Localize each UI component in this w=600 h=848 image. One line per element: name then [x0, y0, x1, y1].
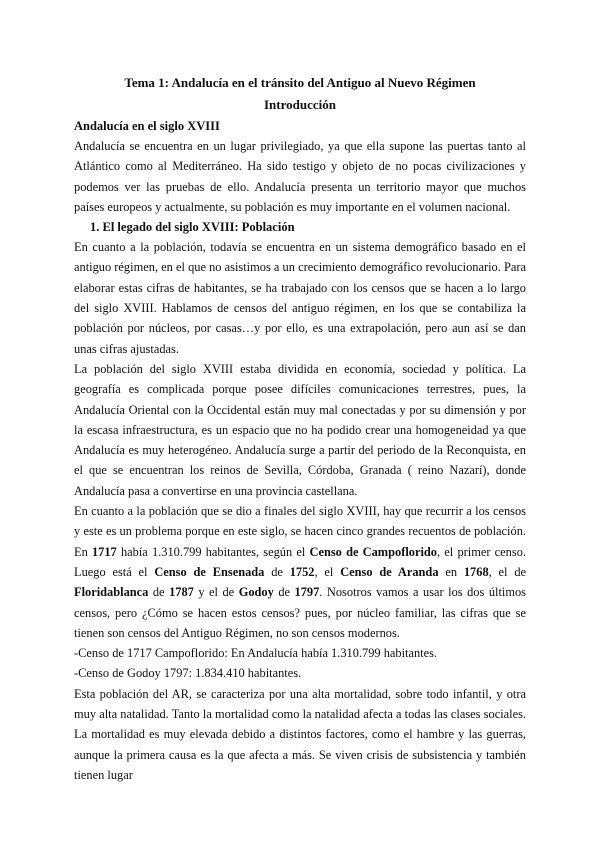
census-line-2: -Censo de Godoy 1797: 1.834.410 habitantes. [74, 666, 302, 681]
bold-year-1717: 1717 [91, 544, 117, 559]
bold-censo-ensenada: Censo de Ensenada [154, 564, 265, 579]
paragraph-1: En cuanto a la población, todavía se encuentra en un sistema demográfico basado en el antiguo régimen, en el que no asistimos a un crecimiento demográfico revolucionario. Para elaborar estas cifras de habitantes, se ha trabajado con los censos que se hacen a lo largo del siglo XVIII. Hablamos de censos del antiguo régimen, en los que se contabiliza la población por núcleos, por casas…y por ello, es una extrapolación, pero aun así se dan unas cifras ajustadas. [74, 240, 526, 356]
document-page [74, 72, 526, 785]
bold-censo-campoflorido: Censo de Campoflorido [309, 544, 438, 559]
paragraph-4: Esta población del AR, se caracteriza por una alta mortalidad, sobre todo infantil, y otra muy alta natalidad. Tanto la mortalidad como la natalidad afecta a todas las clases sociales. La mortalidad es muy elevada debido a distintos factores, como el hambre y las guerras, aunque la primera causa es la que afecta a más. Se viven crisis de subsistencia y también tienen lugar [74, 686, 526, 782]
section-heading: Andalucía en el siglo XVIII [74, 119, 220, 133]
bold-year-1797: 1797 [294, 585, 320, 600]
bold-year-1768: 1768 [463, 564, 489, 579]
document-subtitle: Introducción [264, 97, 336, 112]
document-title: Tema 1: Andalucía en el tránsito del Antiguo al Nuevo Régimen [124, 75, 476, 90]
paragraph-3: En cuanto a la población que se dio a finales del siglo XVIII, hay que recurrir a los censos y este es un problema porque en este siglo, se hacen cinco grandes recuentos de población. En 1717 había 1.310.799 habitantes, según el Censo de Campoflorido, el primer censo. Luego está el Censo de Ensenada de 1752, el Censo de Aranda en 1768, el de Floridablanca de 1787 y el de Godoy de 1797. Nosotros vamos a usar los dos últimos censos, pero ¿Cómo se hacen estos censos? pues, por núcleo familiar, las cifras que se tienen son censos del Antiguo Régimen, no son censos modernos. [74, 504, 527, 640]
bold-year-1787: 1787 [169, 585, 194, 600]
census-line-1: -Censo de 1717 Campoflorido: En Andalucía había 1.310.799 habitantes. [74, 646, 438, 661]
subsection-heading: 1. El legado del siglo XVIII: Población [90, 220, 295, 235]
paragraph-2: La población del siglo XVIII estaba dividida en economía, sociedad y política. La geografía es complicada porque posee difíciles comunicaciones terrestres, pues, la Andalucía Oriental con la Occidental están muy mal conectadas y por su dimensión y por la escasa infraestructura, es un espacio que no ha podido crear una homogeneidad ya que Andalucía es muy heterogéneo. Andalucía surge a partir del periodo de la Reconquista, en el que se encuentran los reinos de Sevilla, Córdoba, Granada ( reino Nazarí), donde Andalucía pasa a convertirse en una provincia castellana. [74, 361, 526, 498]
bold-godoy: Godoy [238, 585, 274, 600]
bold-floridablanca: Floridablanca [74, 585, 149, 600]
bold-censo-aranda: Censo de Aranda [340, 564, 439, 579]
bold-year-1752: 1752 [289, 564, 315, 579]
intro-paragraph: Andalucía se encuentra en un lugar privilegiado, ya que ella supone las puertas tanto al Atlántico como al Mediterráneo. Ha sido testigo y objeto de no pocas civilizaciones y podemos ver las pruebas de ello. Andalucía presenta un territorio mayor que muchos países europeos y actualmente, su población es muy importante en el volumen nacional. [74, 139, 526, 214]
